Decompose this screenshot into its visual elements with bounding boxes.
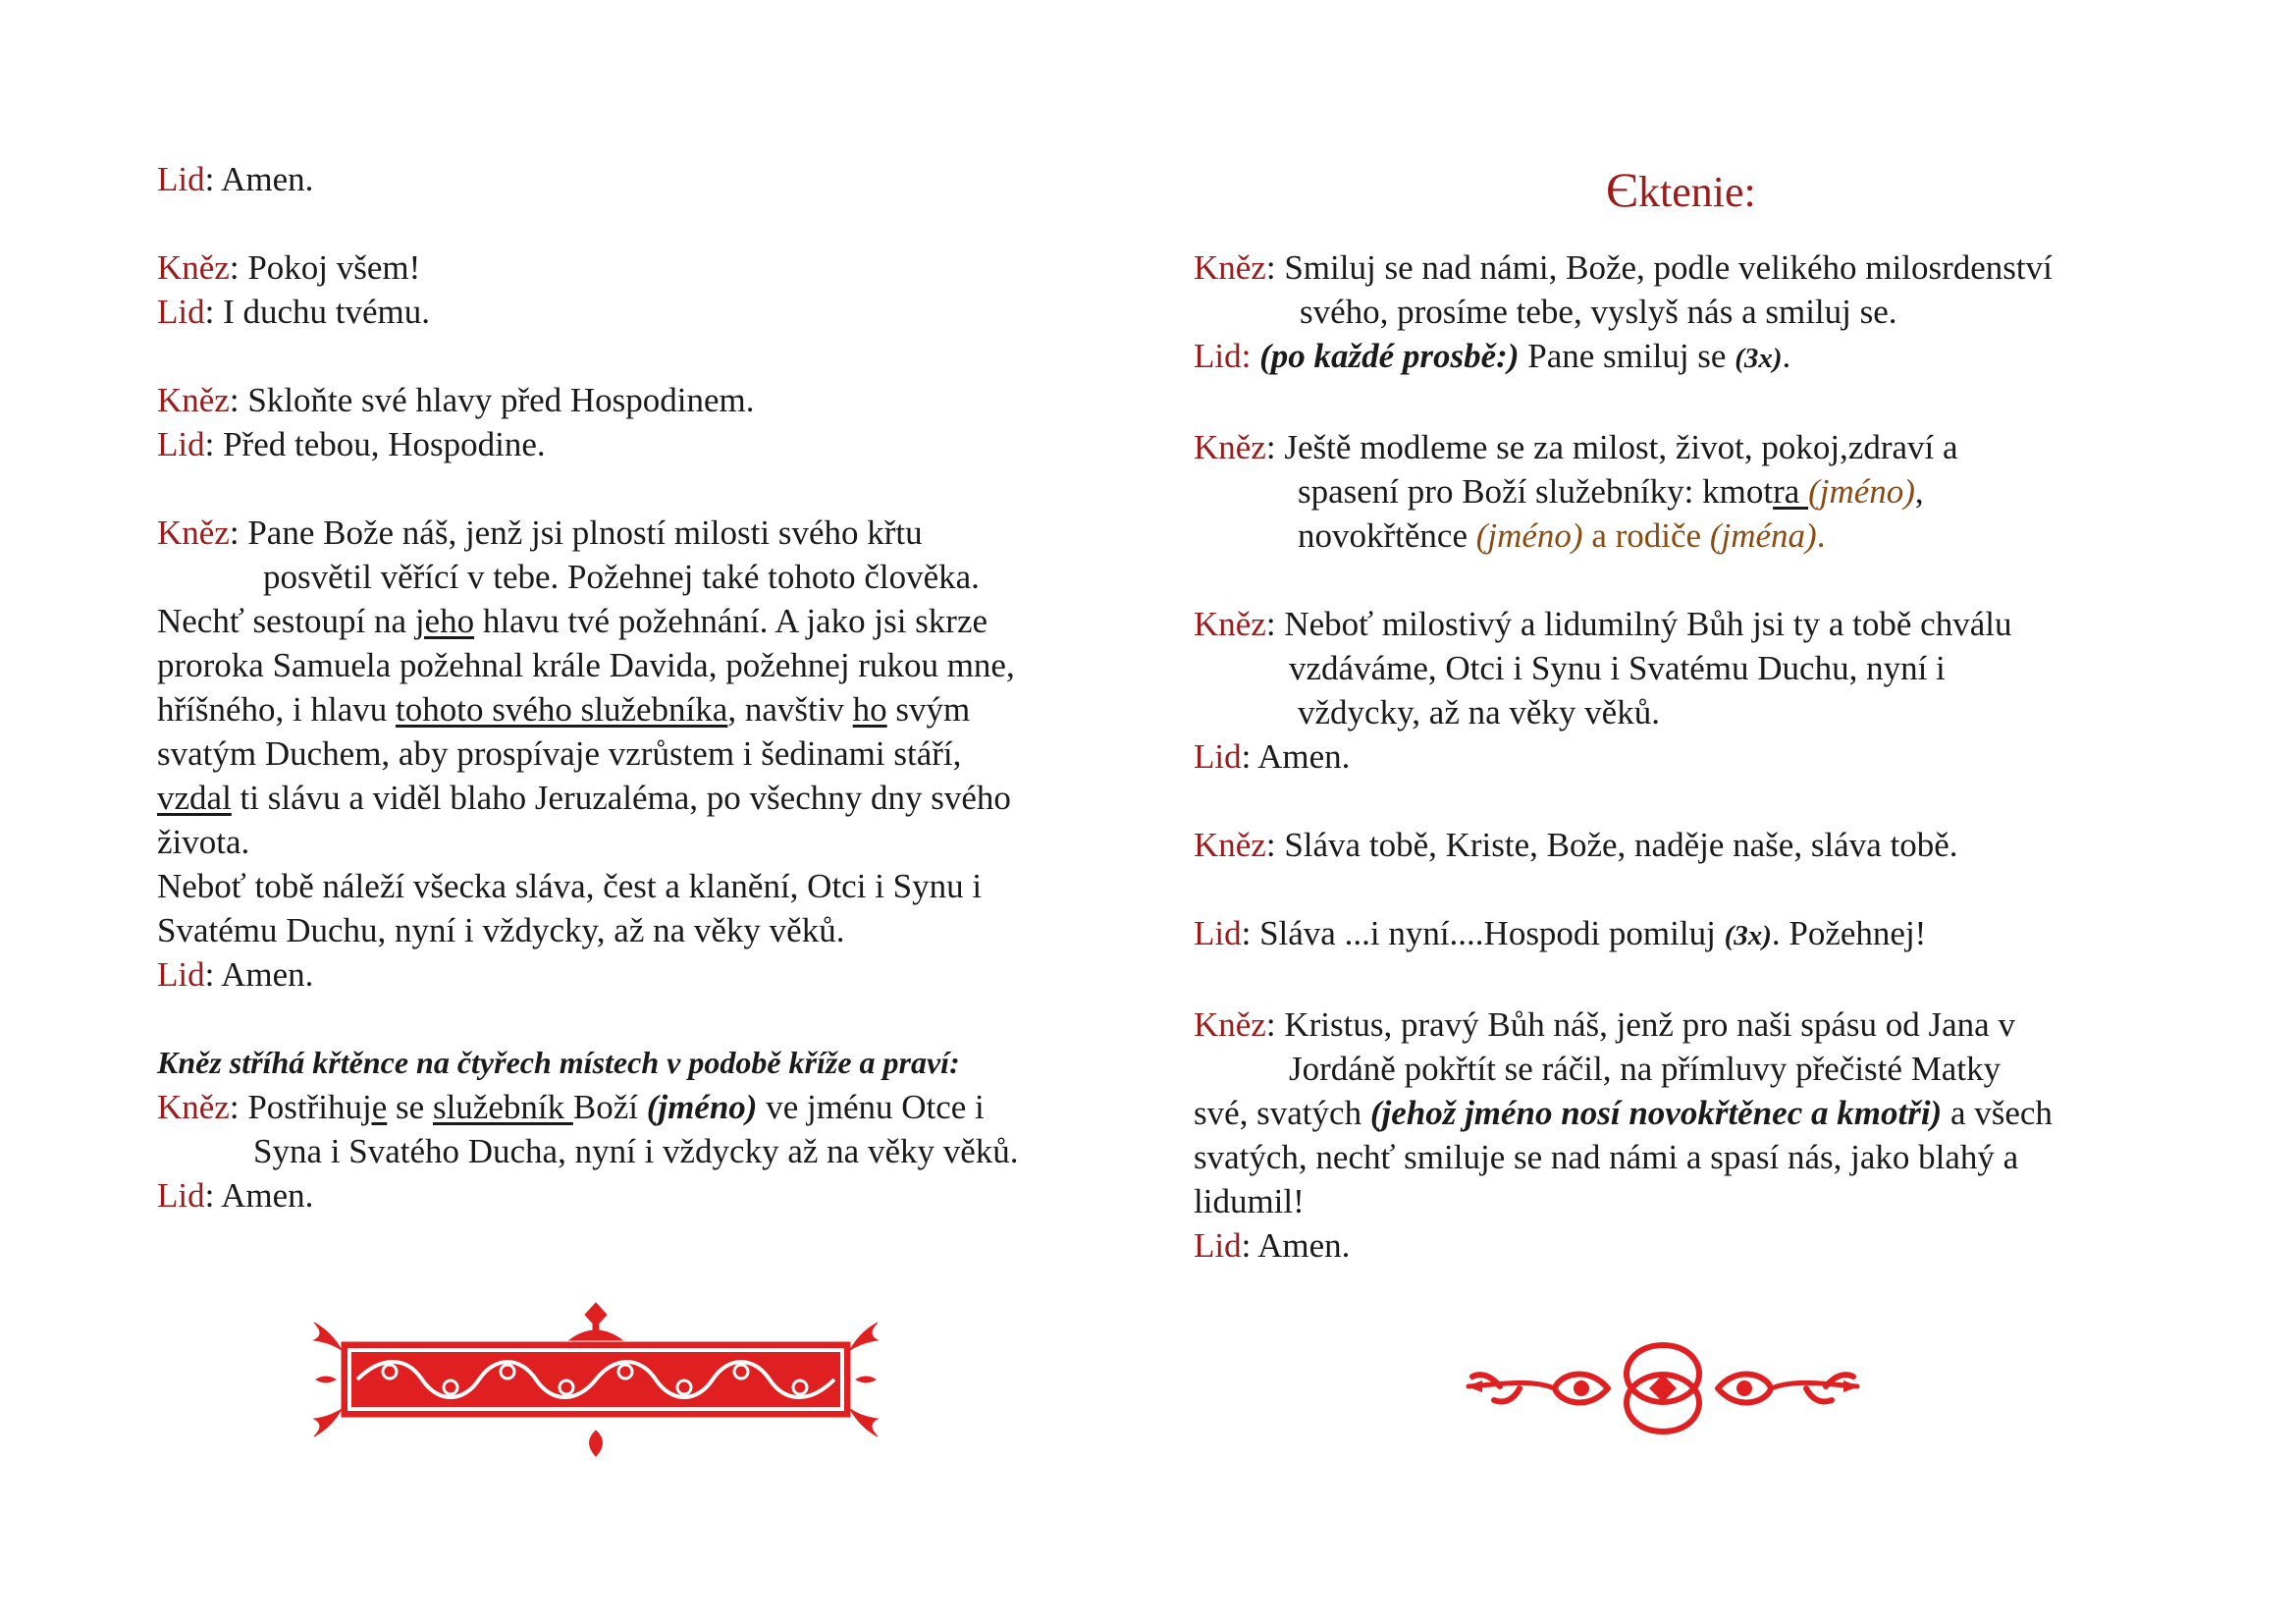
dismissal-line: Jordáně pokřtít se ráčil, na přímluvy přečisté Matky: [1289, 1050, 2002, 1088]
name-placeholder: (jméno): [1808, 472, 1915, 511]
line-lid-amen-5: [1194, 1223, 2185, 1268]
underlined-word: ra: [1773, 472, 1809, 511]
line-text: : Skloňte své hlavy před Hospodinem.: [229, 381, 755, 419]
rubric-instruction: Kněz stříhá křtěnce na čtyřech místech v podobě kříže a praví:: [157, 1045, 960, 1080]
litany-line: svého, prosíme tebe, vyslyš nás a smiluj se.: [1300, 293, 1897, 331]
doxology-line: Neboť tobě náleží všecka sláva, čest a klanění, Otci i Synu i: [157, 867, 983, 905]
line-text: : Kristus, pravý Bůh náš, jenž pro naši spásu od Jana v: [1265, 1005, 2015, 1044]
heading-initial: Є: [1606, 162, 1639, 217]
line-knez-slava: [1194, 823, 2185, 867]
underlined-phrase: tohoto svého služebníka: [396, 690, 728, 729]
underlined-word: vzdal: [157, 779, 232, 817]
line-text: : I duchu tvému.: [204, 293, 431, 331]
underlined-word: je: [362, 1088, 388, 1126]
line-lid-duchu: [157, 290, 1148, 334]
speaker-label: Lid: [157, 1176, 205, 1215]
name-placeholder: (jméno): [646, 1088, 758, 1126]
litany-line: vzdáváme, Otci i Synu i Svatému Duchu, nyní i: [1289, 649, 1946, 687]
dismissal-line: své, svatých (jehož jméno nosí novokřtěnec a kmotři) a všech: [1194, 1094, 2053, 1132]
speaker-label: Lid: [157, 160, 205, 198]
line-lid-amen-2: [157, 952, 1148, 997]
line-lid-pred-tebou: [157, 422, 1148, 466]
underlined-word: ho: [852, 690, 887, 729]
speaker-label: Lid: [1194, 1226, 1242, 1265]
prayer-line: svatým Duchem, aby prospívaje vzrůstem i šedinami stáří,: [157, 734, 962, 773]
repeat-note: (3x): [1724, 920, 1772, 951]
line-knez-nebot: [1194, 602, 2185, 646]
name-placeholder: (jména): [1709, 516, 1817, 555]
speaker-label: Kněz: [1194, 605, 1266, 643]
rubric-note: (po každé prosbě:): [1259, 337, 1520, 375]
line-knez-sklonte: [157, 378, 1148, 422]
underlined-word: služebník: [432, 1088, 573, 1126]
speaker-label: Kněz: [157, 514, 230, 552]
speaker-label: Lid: [1194, 737, 1242, 776]
line-text: : Pokoj všem!: [229, 248, 421, 287]
prayer-line: posvětil věřící v tebe. Požehnej také tohoto člověka.: [263, 558, 980, 596]
line-text: : Pane Bože náš, jenž jsi plností milosti svého křtu: [229, 514, 923, 552]
left-column: [157, 157, 1148, 1218]
line-knez-kristus: [1194, 1002, 2185, 1047]
speaker-label: Kněz: [1194, 1005, 1266, 1044]
rubric-note: (jehož jméno nosí novokřtěnec a kmotři): [1369, 1094, 1943, 1132]
line-text: : Amen.: [204, 1176, 314, 1215]
line-knez-pokoj: [157, 245, 1148, 290]
dismissal-line: svatých, nechť smiluje se nad námi a spasí nás, jako blahý a: [1194, 1138, 2019, 1176]
repeat-note: (3x): [1735, 343, 1783, 374]
line-text: : Smiluj se nad námi, Bože, podle velikého milosrdenství: [1265, 248, 2053, 287]
right-column: [1194, 157, 2185, 1268]
line-text: : Ještě modleme se za milost, život, pokoj,zdraví a: [1265, 428, 1958, 466]
line-text: : Neboť milostivý a lidumilný Bůh jsi ty a tobě chválu: [1265, 605, 2012, 643]
name-placeholder: (jméno): [1475, 516, 1583, 555]
litany-line: vždycky, až na věky věků.: [1298, 693, 1660, 731]
heading-text: ktenie:: [1638, 168, 1756, 216]
ornament-knotwork-right: [1461, 1335, 1865, 1441]
prayer-line: života.: [157, 823, 250, 861]
speaker-label: Kněz: [1194, 428, 1266, 466]
line-text: : Amen.: [204, 955, 314, 994]
doxology-line: Svatému Duchu, nyní i vždycky, až na věky věků.: [157, 911, 845, 949]
line-lid-amen-3: [157, 1173, 1148, 1218]
line-lid-amen-4: [1194, 734, 2185, 779]
litany-line: spasení pro Boží služebníky: kmotra (jméno),: [1298, 472, 1924, 511]
line-text: : Amen.: [204, 160, 314, 198]
line-knez-postrihuje: Kněz: Postřihuje se služebník Boží (jméno) ve jménu Otce i: [157, 1088, 985, 1126]
line-knez-smiluj: [1194, 245, 2185, 290]
speaker-label: Kněz: [157, 248, 230, 287]
prayer-line: proroka Samuela požehnal krále Davida, požehnej rukou mne,: [157, 646, 1015, 684]
speaker-label: Lid: [1194, 914, 1242, 952]
line-text: : Amen.: [1241, 1226, 1351, 1265]
speaker-label: Lid: [157, 955, 205, 994]
speaker-label: Lid: [1194, 337, 1242, 375]
dismissal-line: lidumil!: [1194, 1182, 1305, 1220]
line-lid-response: Lid: (po každé prosbě:) Pane smiluj se (3x).: [1194, 337, 1791, 375]
line-lid-slava: Lid: Sláva ...i nyní....Hospodi pomiluj (3x). Požehnej!: [1194, 914, 1927, 952]
line-lid-amen-1: [157, 157, 1148, 201]
underlined-word: jeho: [414, 602, 475, 640]
line-knez-pane-boze: [157, 511, 1148, 555]
prayer-line: hříšného, i hlavu tohoto svého služebníka, navštiv ho svým: [157, 690, 971, 729]
speaker-label: Lid: [157, 425, 205, 463]
prayer-line: vzdal ti slávu a viděl blaho Jeruzaléma, po všechny dny svého: [157, 779, 1011, 817]
ornament-headpiece-left: [312, 1301, 880, 1458]
speaker-label: Lid: [157, 293, 205, 331]
speaker-label: Kněz: [1194, 826, 1266, 864]
prayer-line: Syna i Svatého Ducha, nyní i vždycky až na věky věků.: [253, 1132, 1019, 1170]
line-text: : Amen.: [1241, 737, 1351, 776]
speaker-label: Kněz: [157, 381, 230, 419]
litany-line: novokřtěnce (jméno) a rodiče (jména).: [1298, 516, 1826, 555]
line-knez-modleme: [1194, 425, 2185, 469]
line-text: : Sláva tobě, Kriste, Bože, naděje naše, sláva tobě.: [1265, 826, 1958, 864]
line-text: : Před tebou, Hospodine.: [204, 425, 546, 463]
speaker-label: Kněz: [1194, 248, 1266, 287]
speaker-label: Kněz: [157, 1088, 230, 1126]
prayer-line: Nechť sestoupí na jeho hlavu tvé požehnání. A jako jsi skrze: [157, 602, 988, 640]
